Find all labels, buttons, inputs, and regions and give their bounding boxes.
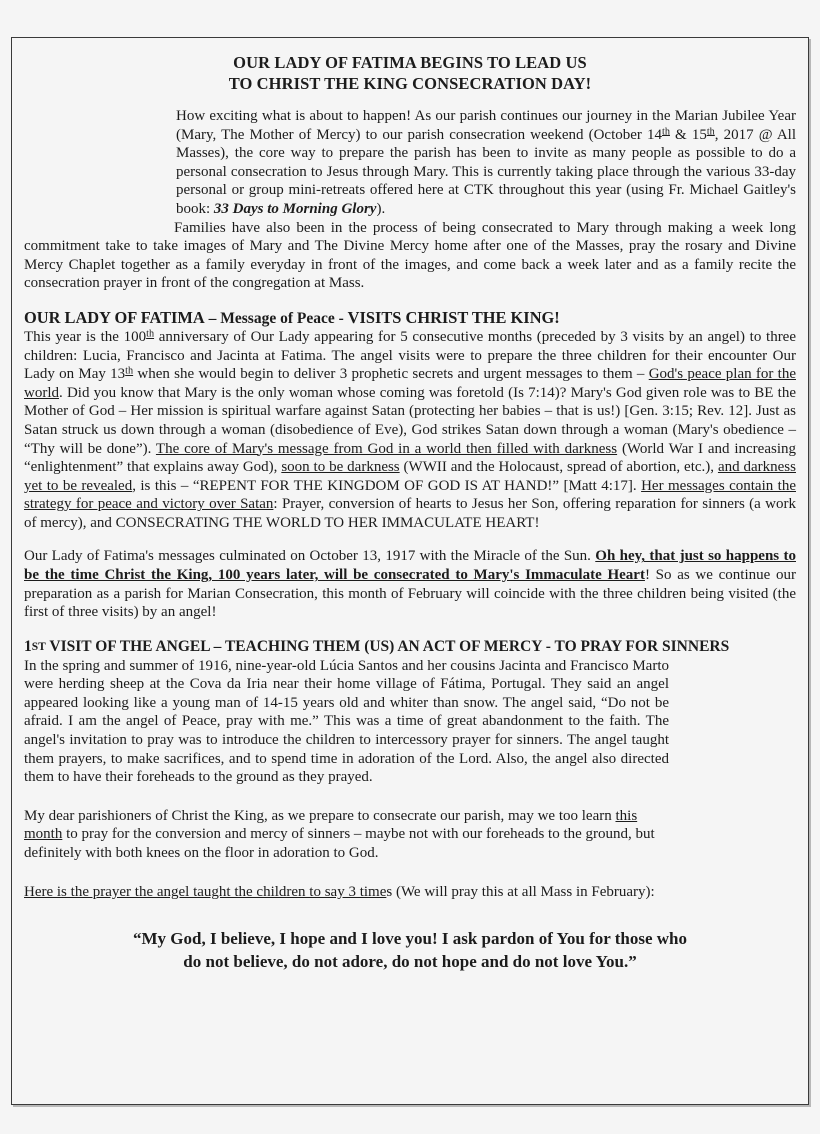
spacer [24,622,796,637]
miracle-paragraph [24,547,796,621]
ordinal-suffix-14th: th [662,126,670,138]
miracle-text-b: ! So as we continue our preparation as a parish for Marian Consecration, this month of February will coincide with the three children being visited (the first of three visits) by an angel! [24,567,796,621]
intro-text-c: , 2017 @ All Masses), the core way to prepare the parish has been to invite as many people as possible to do a personal consecration to Jesus through Mary. This is currently taking place through the various 33-day personal or group mini-retreats offered here at CTK throughout this year (using Fr. Michael Gaitley's book: [176,126,797,217]
intro-text-d: ). [376,200,386,217]
page-title-line-1: OUR LADY OF FATIMA BEGINS TO LEAD US [233,53,587,72]
intro-paragraph-2 [24,219,796,293]
spacer [24,293,796,308]
underlined-phrase-soon-darkness: soon to be darkness [281,459,400,476]
closing-text-b: to pray for the conversion and mercy of sinners – maybe not with our foreheads to the ground, but definitely with both knees on the floor in adoration to God. [24,826,655,862]
spacer [24,863,796,883]
fatima-text-e: (World War I and increasing “enlightenment” that explains away God), [24,440,796,476]
prayer-line-1: “My God, I believe, I hope and I love you! I ask pardon of You for those who [133,929,687,949]
miracle-text-a: Our Lady of Fatima's messages culminated on October 13, 1917 with the Miracle of the Sun. [24,548,596,565]
page-title-line-2: TO CHRIST THE KING CONSECRATION DAY! [228,74,592,93]
heading-ordinal-suffix: ST [31,640,46,653]
prayer-intro-text: s (We will pray this at all Mass in February): [386,883,655,900]
fatima-text-g: , is this – “REPENT FOR THE KINGDOM OF GOD IS AT HAND!” [Matt 4:17]. [132,477,642,494]
underlined-phrase-darkness-revealed: and darkness yet to be revealed [24,459,796,494]
intro-paragraph-1 [176,107,796,219]
heading-caps-part-1: OUR LADY OF FATIMA [24,307,205,327]
heading-ordinal-number: 1 [24,637,32,655]
prayer-intro-paragraph [24,883,669,902]
document-body [12,38,808,973]
underlined-phrase-prayer-intro: Here is the prayer the angel taught the children to say 3 time [24,883,387,900]
spacer [24,98,796,107]
heading-first-visit-rest: VISIT OF THE ANGEL – TEACHING THEM (US) AN ACT OF MERCY - TO PRAY FOR SINNERS [45,637,730,655]
angel-prayer [60,927,760,973]
fatima-text-h: : Prayer, conversion of hearts to Jesus her Son, offering reparation for sinners (a work of mercy), and CONSECRATING THE WORLD TO HER IMMACULATE HEART! [24,496,796,531]
fatima-body-paragraph [24,328,796,533]
book-title: 33 Days to Morning Glory [213,200,377,217]
intro-text-b: & 15 [669,126,707,143]
intro-paragraph-2-text: Families have also been in the process of being consecrated to Mary through making a week long commitment take to take images of Mary and The Divine Mercy home after one of the Masses, pray the rosary and Divine Mercy Chaplet together as a family everyday in front of the images, and come back a week later and as a family recite the consecration prayer in front of the congregation at Mass. [24,219,796,292]
fatima-text-a: This year is the 100 [24,328,147,345]
spacer [24,787,796,807]
heading-mid-part: – Message of Peace - [204,309,348,327]
first-visit-paragraph: In the spring and summer of 1916, nine-year-old Lúcia Santos and her cousins Jacinta and Francisco Marto were herding sheep at the Cova da Iria near their home village of Fátima, Portugal. They said an angel appeared looking like a young man of 14-15 years old and whiter than snow. The angel said, “Do not be afraid. I am the angel of Peace, pray with me.” This was a time of great abandonment to the faith. The angel's invitation to pray was to introduce the children to intercessory prayer for sinners. The angel taught them prayers, to make sacrifices, and to spend time in adoration of the Lord. Also, the angel also directed them to have their foreheads to the ground as they prayed. [24,657,669,786]
prayer-line-2: do not believe, do not adore, do not hope and do not love You.” [183,952,637,972]
bold-underlined-highlight: Oh hey, that just so happens to be the time Christ the King, 100 years later, will be consecrated to Mary's Immaculate Heart [24,548,796,584]
intro-text-a: How exciting what is about to happen! As our parish continues our journey in the Marian Jubilee Year (Mary, The Mother of Mercy) to our parish consecration weekend (October 14 [176,108,796,143]
underlined-phrase-peace-plan: God's peace plan for the world [24,366,796,401]
document-page [11,37,809,1105]
section-heading-our-lady-of-fatima [24,308,796,328]
underlined-phrase-core-message: The core of Mary's message from God in a world then filled with darkness [155,440,618,457]
fatima-text-c: when she would begin to deliver 3 prophetic secrets and urgent messages to them – [133,366,649,383]
underlined-phrase-strategy: Her messages contain the strategy for peace and victory over Satan [24,477,796,513]
ordinal-suffix-15th: th [706,126,715,138]
section-heading-first-visit [24,637,796,657]
fatima-text-d: . Did you know that Mary is the only woman whose coming was foretold (Is 7:14)? Mary's God given role was to BE the Mother of God – Her mission is spiritual warfare against Satan (protecting her babies – that is us!) [Gen. 3:15; Rev. 12]. Just as Satan struck us down through a woman (disobedience of Eve), God strikes Satan down through a woman (Mary's obedience – “Thy will be done”). [24,384,796,457]
page-title [24,52,796,94]
closing-paragraph [24,807,669,863]
ordinal-suffix-13th: th [125,365,134,377]
closing-text-a: My dear parishioners of Christ the King, as we prepare to consecrate our parish, may we too learn [24,807,616,824]
fatima-text-b: anniversary of Our Lady appearing for 5 consecutive months (preceded by 3 visits by an angel) to three children: Lucia, Francisco and Jacinta at Fatima. The angel visits were to prepare the three children for their encounter Our Lady on May 13 [24,328,796,383]
heading-caps-part-2: VISITS CHRIST THE KING! [347,307,560,327]
underlined-phrase-this-month: this month [24,807,638,843]
fatima-text-f: (WWII and the Holocaust, spread of abortion, etc.), [399,459,718,476]
ordinal-suffix-100th: th [146,328,155,340]
spacer [24,901,796,927]
spacer [24,532,796,547]
